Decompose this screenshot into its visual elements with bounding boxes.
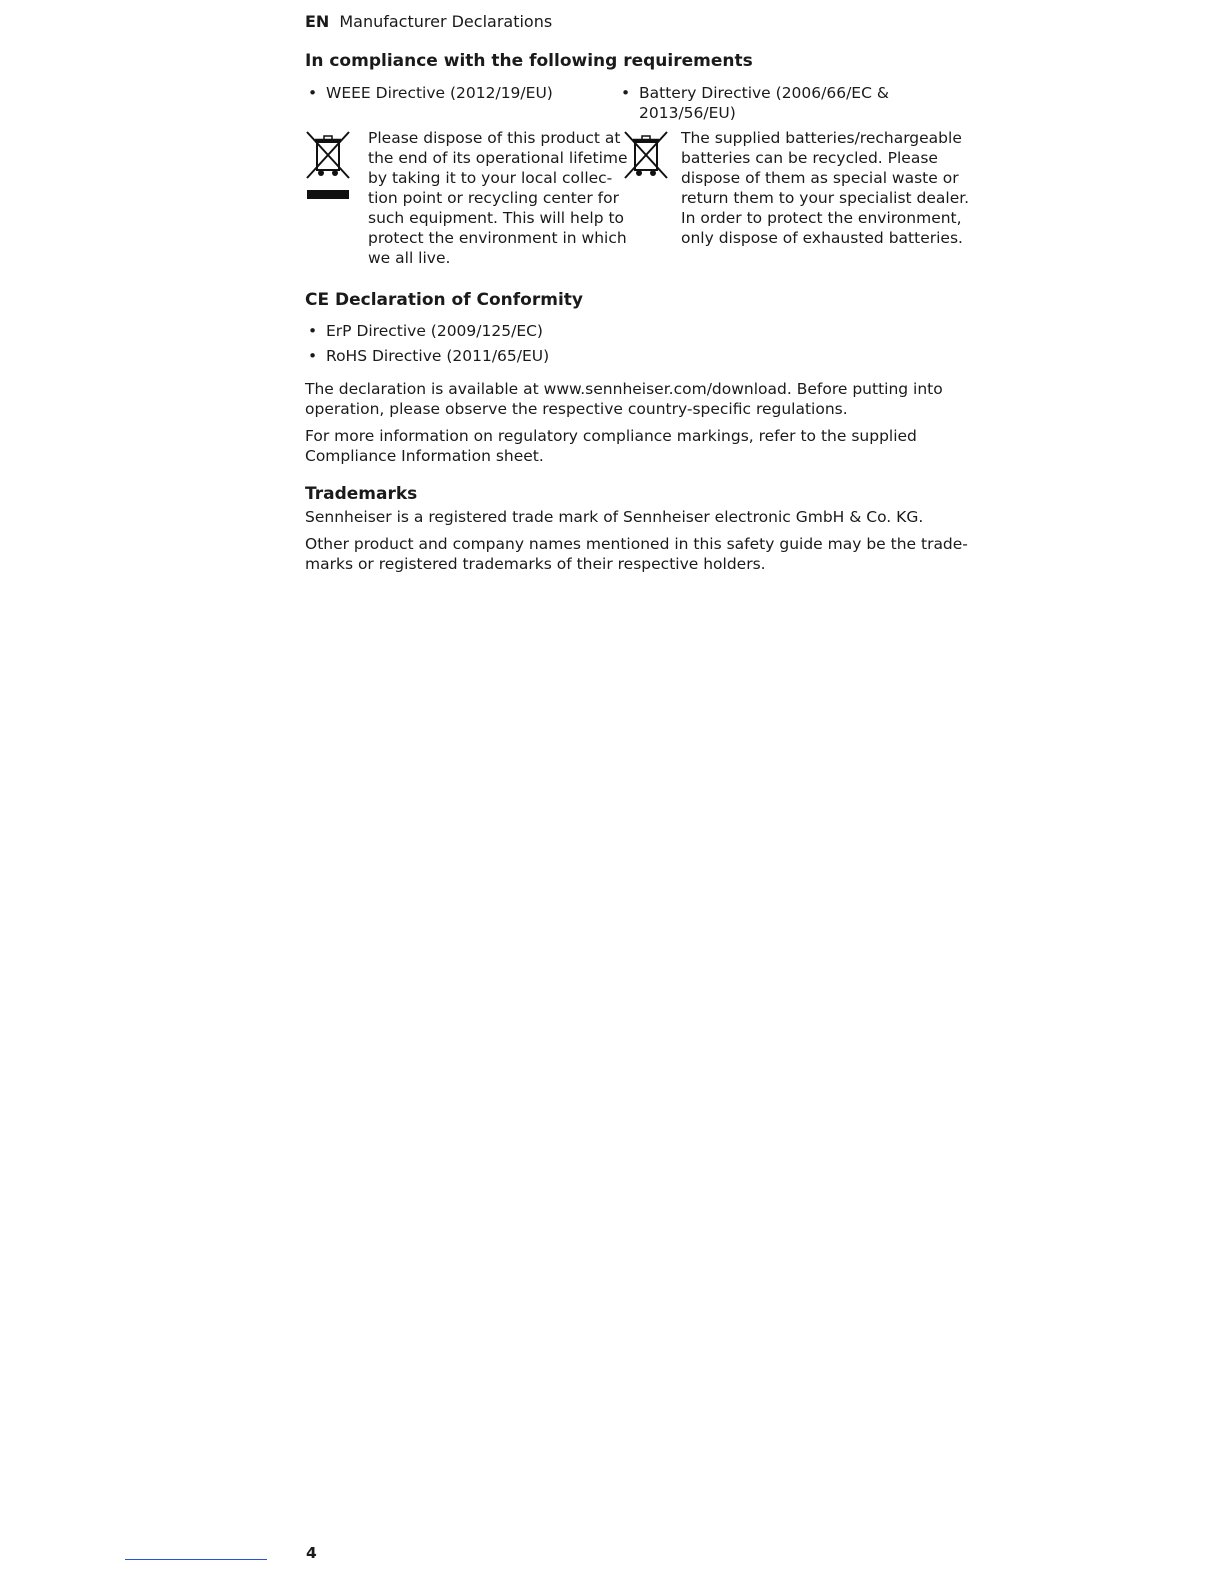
trademarks-heading: Trademarks xyxy=(305,484,418,504)
compliance-heading: In compliance with the following requirements xyxy=(305,51,753,71)
trademarks-paragraph-1: Sennheiser is a registered trade mark of Sennheiser electronic GmbH & Co. KG. xyxy=(305,508,924,526)
weee-bullet: • WEEE Directive (2012/19/EU) xyxy=(308,84,553,102)
footer-rule xyxy=(125,1559,267,1560)
language-code: EN xyxy=(305,12,330,31)
battery-bin-icon xyxy=(623,130,671,182)
ce-heading: CE Declaration of Conformity xyxy=(305,290,583,310)
battery-text: The supplied batteries/rechargeable batteries can be recycled. Please dispose of them as special waste or return them to your specialist dealer. In order to protect the environment, only dispose of exhausted batteries. xyxy=(681,129,970,247)
page-number: 4 xyxy=(306,1544,317,1562)
weee-bin-icon xyxy=(305,130,353,182)
ce-declaration-paragraph: The declaration is available at www.sennheiser.com/download. Before putting into operation, please observe the respective country-specific regulations. xyxy=(305,380,943,418)
weee-black-bar xyxy=(307,190,349,199)
ce-information-paragraph: For more information on regulatory compliance markings, refer to the supplied Compliance Information sheet. xyxy=(305,427,917,465)
battery-bullet: • Battery Directive (2006/66/EC & 2013/56/EU) xyxy=(621,84,889,122)
section-name: Manufacturer Declarations xyxy=(339,12,553,31)
erp-bullet: • ErP Directive (2009/125/EC) xyxy=(308,322,543,340)
running-header xyxy=(305,11,552,33)
weee-text: Please dispose of this product at the end of its operational lifetime by taking it to your local collec- tion point or recycling center for such equipment. This will help to protect the environment in which we all live. xyxy=(368,129,628,267)
trademarks-paragraph-2: Other product and company names mentioned in this safety guide may be the trade- marks or registered trademarks of their respective holders. xyxy=(305,535,968,573)
rohs-bullet: • RoHS Directive (2011/65/EU) xyxy=(308,347,550,365)
